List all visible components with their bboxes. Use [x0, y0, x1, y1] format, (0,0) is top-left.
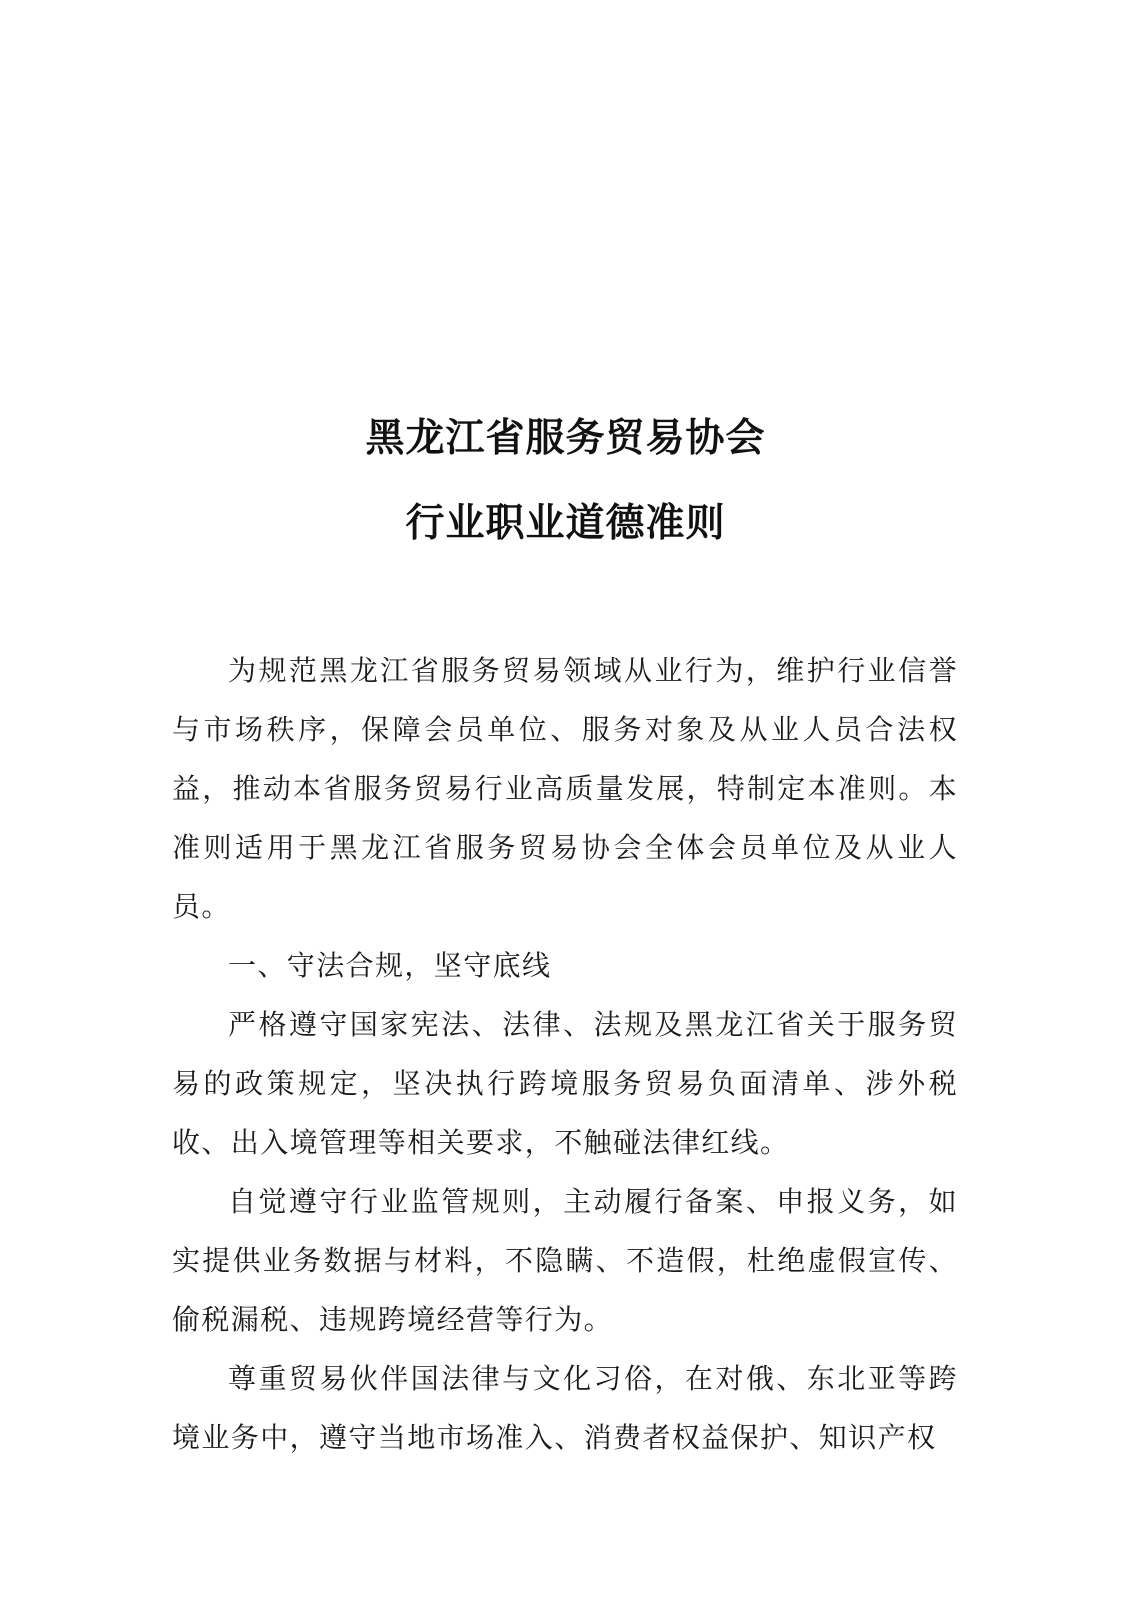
body-paragraph: 严格遵守国家宪法、法律、法规及黑龙江省关于服务贸易的政策规定，坚决执行跨境服务贸易负面清单、涉外税收、出入境管理等相关要求，不触碰法律红线。 [172, 1008, 958, 1159]
document-body [172, 641, 958, 1467]
body-paragraph: 自觉遵守行业监管规则，主动履行备案、申报义务，如实提供业务数据与材料，不隐瞒、不造假，杜绝虚假宣传、偷税漏税、违规跨境经营等行为。 [172, 1185, 958, 1336]
document-subtitle: 行业职业道德准则 [405, 500, 726, 546]
section-heading-1: 一、守法合规，坚守底线 [228, 949, 552, 982]
body-paragraph: 尊重贸易伙伴国法律与文化习俗，在对俄、东北亚等跨境业务中，遵守当地市场准入、消费者权益保护、知识产权 [172, 1362, 958, 1454]
document-title: 黑龙江省服务贸易协会 [365, 415, 766, 461]
intro-paragraph: 为规范黑龙江省服务贸易领域从业行为，维护行业信誉与市场秩序，保障会员单位、服务对象及从业人员合法权益，推动本省服务贸易行业高质量发展，特制定本准则。本准则适用于黑龙江省服务贸易协会全体会员单位及从业人员。 [172, 654, 958, 923]
